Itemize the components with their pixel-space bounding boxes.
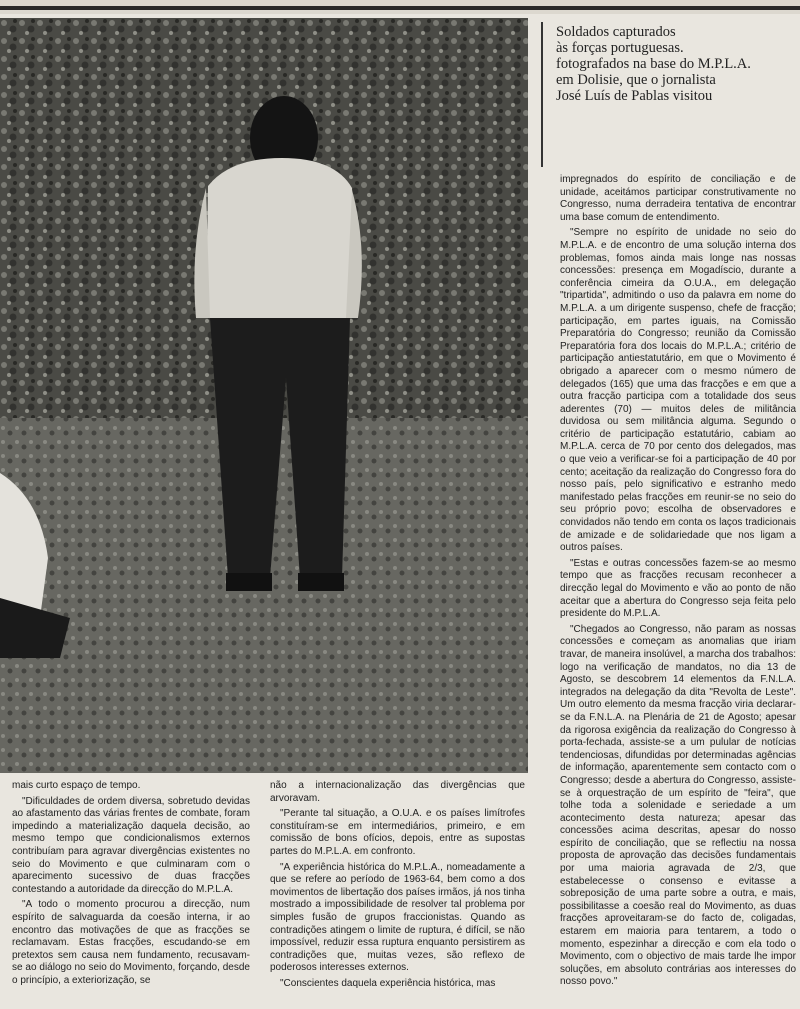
- standing-man-photo-icon: [0, 18, 528, 773]
- caption-line: Soldados capturados: [556, 24, 676, 40]
- caption-divider: [541, 22, 543, 167]
- paragraph: "Dificuldades de ordem diversa, sobretudo devidas ao afastamento das várias frentes de combate, foram impedindo a materialização daquela decisão, ao mesmo tempo que condicionalismos externos contribuíam para agravar divergências existentes no seio do Movimento e que culminaram com o aparecimento sucessivo de duas fracções contestando a autoridade da direcção do M.P.L.A.: [12, 795, 250, 895]
- bottom-mid-text-column: [270, 780, 525, 994]
- paragraph: "A todo o momento procurou a direcção, num espírito de salvaguarda da coesão interna, ir ao encontro das motivações de que as fracções se reclamavam. Estas fracções, escudando-se em pretextos sem causa nem fundamento, recusavam-se ao diálogo no seio do Movimento, forçando, desde o princípio, a exteriorização, se: [12, 899, 250, 986]
- paragraph: impregnados do espírito de conciliação e de unidade, aceitámos participar construtivamente no Congresso, numa derradeira tentativa de encontrar uma base comum de entendimento.: [560, 174, 796, 223]
- caption-line: fotografados na base do M.P.L.A.: [556, 56, 751, 72]
- caption-line: em Dolisie, que o jornalista: [556, 72, 716, 88]
- right-text-column: [560, 174, 796, 992]
- page-top-border: [0, 0, 800, 14]
- paragraph: "A experiência histórica do M.P.L.A., nomeadamente a que se refere ao período de 1963-64, bem como a dos movimentos de libertação dos países irmãos, já nos tinha mostrado a impossibilidade de resolver tal problema por simples fusão de grupos fraccionistas. Quando as contradições atingem o limite de ruptura, é difícil, se não impossível, reduzir essa ruptura enquanto persistirem as contradições que, muitas vezes, são reflexo de poderosos interesses externos.: [270, 861, 525, 974]
- photo-caption: [556, 24, 796, 104]
- paragraph: "Estas e outras concessões fazem-se ao mesmo tempo que as fracções recusam reconhecer a direcção legal do Movimento e vão ao ponto de não aceitar que a abertura do Congresso seja feita pelo presidente do M.P.L.A.: [560, 557, 796, 620]
- caption-line: José Luís de Pablas visitou: [556, 88, 713, 104]
- paragraph: "Conscientes daquela experiência histórica, mas: [280, 977, 496, 989]
- paragraph: "Perante tal situação, a O.U.A. e os países limítrofes constituíram-se em intermediários, primeiro, e em comissão de bons ofícios, depois, entre as supostas partes do M.P.L.A. em confronto.: [270, 808, 525, 857]
- paragraph: mais curto espaço de tempo.: [12, 780, 141, 791]
- paragraph: não a internacionalização das divergências que arvoravam.: [270, 780, 525, 804]
- paragraph: "Sempre no espírito de unidade no seio do M.P.L.A. e de encontro de uma solução interna dos problemas, fomos ainda mais longe nas nossas concessões: presença em Mogadíscio, durante a conferência cimeira da O.U.A., em delegação "tripartida", admitindo o uso da palavra em nome do M.P.L.A. a um dirigente suspenso, chefe de fracção; participação, em partes iguais, na Comissão Preparatória do Congresso; reunião da Comissão Preparatória fora dos locais do M.P.L.A.; critério de participação antiestatutário, em que o Movimento é obrigado a aparecer com o mesmo número de delegados (165) que uma das fracções e em que a outra fracção participa com a totalidade dos seus aderentes (70) — muitos deles de militância duvidosa ou sem militância alguma. Segundo o critério de participação estatutário, cabiam ao M.P.L.A. cerca de 70 por cento dos delegados, mas o que veio a verificar-se foi a participação de 40 por cento; aceitação da realização do Congresso fora do nosso país, pelo significativo e estranho medo manifestado pelas fracções em reunir-se no seio do seu próprio povo; escolha de observadores e convidados não tendo em conta os laços tradicionais de amizade e de solidariedade que nos ligam a outros países.: [560, 227, 796, 554]
- photo: [0, 18, 528, 773]
- bottom-left-text-column: [12, 780, 250, 991]
- paragraph: "Chegados ao Congresso, não param as nossas concessões e começam as anomalias que iriam travar, de maneira insolúvel, a marcha dos trabalhos: logo na verificação de mandatos, no dia 13 de Agosto, se descobrem 14 elementos da F.N.L.A. integrados na delegação da dita "Revolta de Leste". Um outro elemento da mesma fracção viria declarar-se da F.N.L.A. na Plenária de 21 de Agosto; apesar da rigorosa exigência da realização do Congresso à porta-fechada, assiste-se a um pulular de notícias tendenciosas, difundidas por determinadas agências de informação, aparentemente sem contacto com o Congresso; desde a abertura do Congresso, assiste-se à orquestração de um espírito de "feira", que tolhe toda a solenidade e seriedade a um acontecimento desta natureza; apesar das concessões acima descritas, apesar do nosso espírito de conciliação, que se reflectiu na nossa proposta de aprovação das decisões fundamentais por uma maioria agravada de 2/3, que estabelecesse o consenso e evitasse a sobreposição de uma parte sobre a outra, e mais, possibilitasse a coesão real do Movimento, as duas fracções aproveitaram-se do facto de, coligadas, estarem em maioria para tentarem, a todo o momento, espezinhar a direcção e com ela todo o Movimento, com o objectivo de mais tarde lhe impor soluções, em absoluto contrárias aos interesses do nosso povo.": [560, 623, 796, 988]
- caption-line: às forças portuguesas.: [556, 40, 684, 56]
